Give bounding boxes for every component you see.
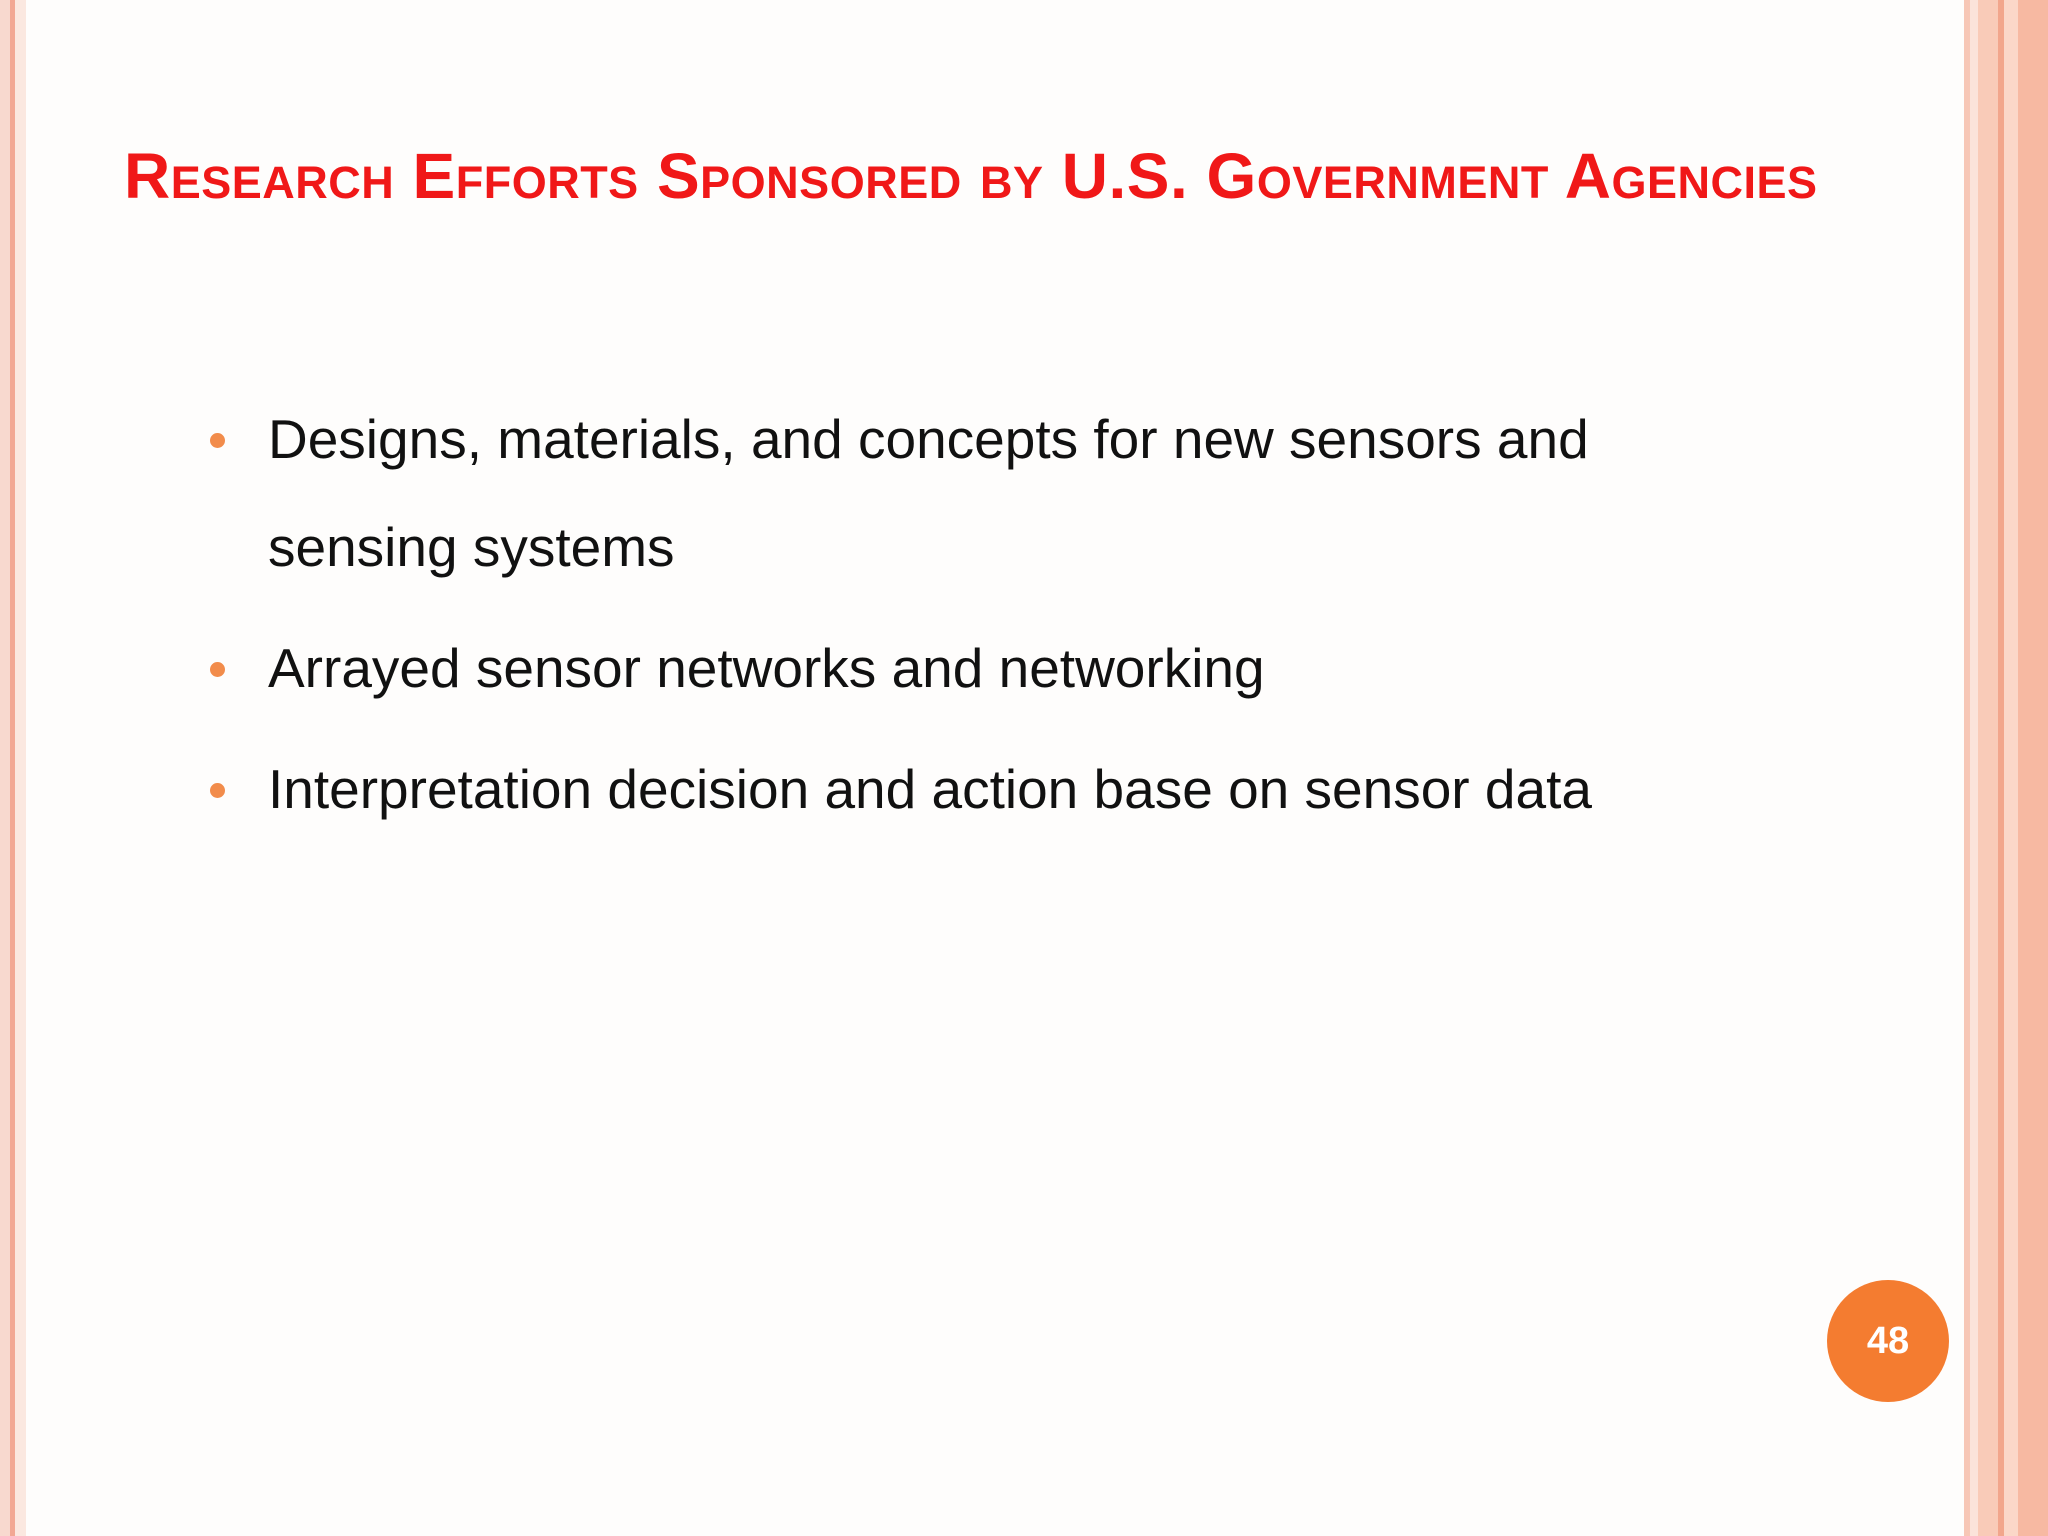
page-number: 48 [1866, 1319, 1910, 1362]
bullet-text: Interpretation decision and action base on sensor data [268, 758, 1592, 820]
bullet-icon [210, 783, 225, 798]
slide-title: Research Efforts Sponsored by U.S. Government Agencies [124, 140, 1818, 212]
bullet-list [200, 385, 1780, 856]
bullet-icon [210, 662, 225, 677]
bullet-icon [210, 433, 225, 448]
page-number-badge [1827, 1280, 1949, 1402]
left-decorative-border [0, 0, 26, 1536]
right-decorative-border [1964, 0, 2048, 1536]
bullet-text: Arrayed sensor networks and networking [268, 637, 1265, 699]
bullet-item [200, 614, 1780, 722]
bullet-item [200, 385, 1780, 601]
bullet-item [200, 735, 1780, 843]
bullet-text: Designs, materials, and concepts for new sensors and sensing systems [268, 408, 1589, 578]
